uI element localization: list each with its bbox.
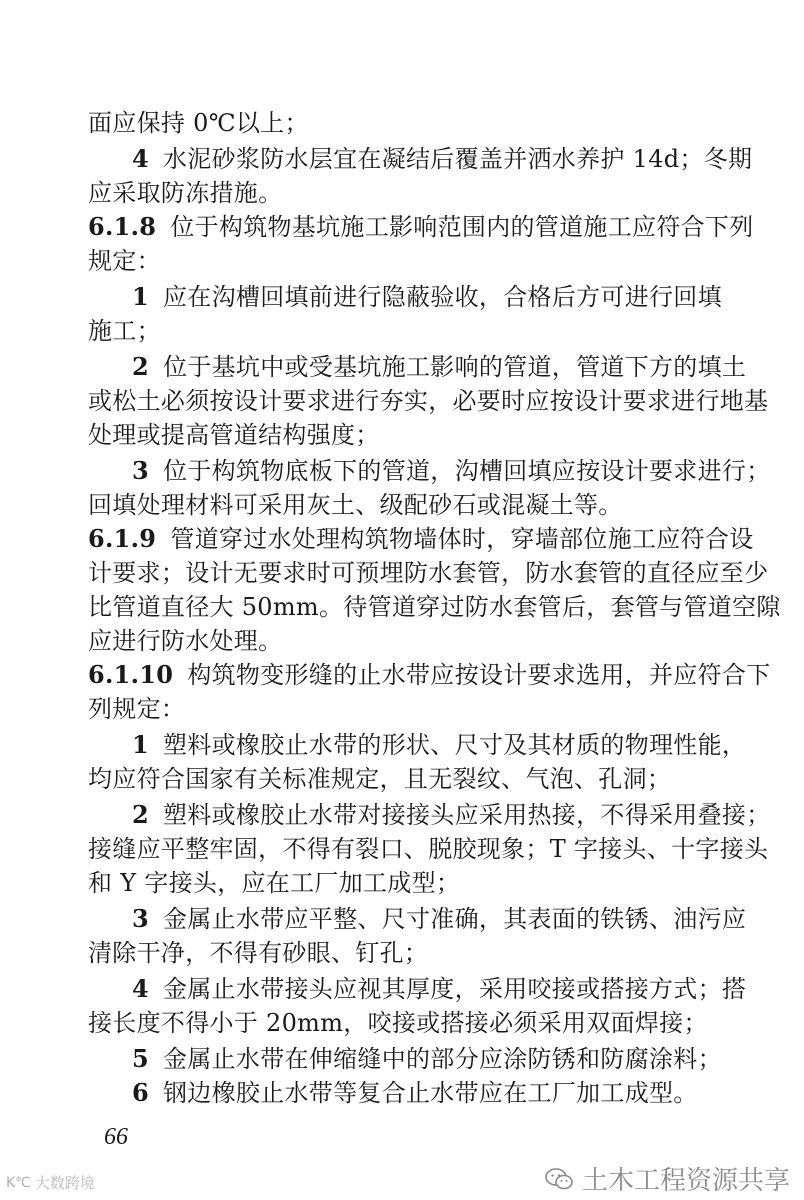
clause-number: 6.1.8 (88, 212, 157, 241)
line-text: 清除干净，不得有砂眼、钉孔； (88, 939, 429, 967)
item-number: 2 (132, 800, 149, 829)
text-line (88, 626, 282, 656)
text-line (88, 386, 768, 416)
list-item (132, 800, 771, 830)
line-text: 位于构筑物底板下的管道，沟槽回填应按设计要求进行； (163, 457, 771, 485)
list-item (132, 730, 746, 760)
text-line (88, 178, 282, 208)
line-text: 处理或提高管道结构强度； (88, 421, 380, 449)
list-item (132, 1044, 722, 1074)
list-item (132, 144, 752, 174)
line-text: 塑料或橡胶止水带对接接头应采用热接，不得采用叠接； (163, 801, 771, 829)
page-number: 66 (104, 1124, 128, 1150)
watermark-left-text: 大数跨境 (34, 1174, 95, 1192)
line-text: 和 Y 字接头，应在工厂加工成型； (88, 869, 461, 897)
item-number: 1 (132, 730, 149, 759)
line-text: 水泥砂浆防水层宜在凝结后覆盖并洒水养护 14d；冬期 (163, 145, 753, 173)
kc-logo-icon: K℃ (6, 1174, 31, 1191)
line-text: 应进行防水处理。 (88, 627, 283, 655)
line-text: 接缝应平整牢固，不得有裂口、脱胶现象；T 字接头、十字接头 (88, 835, 769, 863)
line-text: 钢边橡胶止水带等复合止水带应在工厂加工成型。 (163, 1079, 698, 1107)
watermark-right (544, 1160, 790, 1197)
line-text: 比管道直径大 50mm。待管道穿过防水套管后，套管与管道空隙 (88, 593, 781, 621)
line-text: 应采取防冻措施。 (88, 179, 283, 207)
list-item (132, 352, 746, 382)
list-item (132, 456, 771, 486)
line-text: 位于构筑物基坑施工影响范围内的管道施工应符合下列 (170, 213, 754, 241)
clause-heading (88, 212, 754, 242)
text-line (88, 694, 185, 724)
line-text: 应在沟槽回填前进行隐蔽验收，合格后方可进行回填 (163, 283, 722, 311)
item-number: 6 (132, 1078, 149, 1107)
watermark-right-text: 土木工程资源共享 (581, 1166, 790, 1196)
line-text: 管道穿过水处理构筑物墙体时，穿墙部位施工应符合设 (170, 525, 754, 553)
clause-heading (88, 524, 754, 554)
clause-heading (88, 660, 771, 690)
text-line (88, 592, 781, 622)
text-line (88, 868, 460, 898)
text-line (88, 246, 161, 276)
text-line (88, 490, 623, 520)
list-item (132, 904, 746, 934)
line-text: 金属止水带应平整、尺寸准确，其表面的铁锈、油污应 (163, 905, 747, 933)
line-text: 列规定： (88, 695, 186, 723)
line-text: 规定： (88, 247, 161, 275)
line-text: 面应保持 0℃以上； (88, 109, 309, 137)
line-text: 或松土必须按设计要求进行夯实，必要时应按设计要求进行地基 (88, 387, 769, 415)
item-number: 3 (132, 904, 149, 933)
text-line (88, 1008, 708, 1038)
text-line (88, 316, 161, 346)
line-text: 接长度不得小于 20mm，咬接或搭接必须采用双面焊接； (88, 1009, 708, 1037)
item-number: 5 (132, 1044, 149, 1073)
text-line (88, 834, 768, 864)
text-line (88, 764, 671, 794)
clause-number: 6.1.9 (88, 524, 157, 553)
item-number: 3 (132, 456, 149, 485)
text-line (88, 420, 380, 450)
wechat-icon (544, 1167, 574, 1191)
clause-number: 6.1.10 (88, 660, 174, 689)
line-text: 塑料或橡胶止水带的形状、尺寸及其材质的物理性能， (163, 731, 747, 759)
list-item (132, 974, 746, 1004)
line-text: 位于基坑中或受基坑施工影响的管道，管道下方的填土 (163, 353, 747, 381)
line-text: 构筑物变形缝的止水带应按设计要求选用，并应符合下 (187, 661, 771, 689)
text-line (88, 108, 309, 138)
line-text: 金属止水带接头应视其厚度，采用咬接或搭接方式；搭 (163, 975, 747, 1003)
text-line (88, 558, 768, 588)
line-text: 均应符合国家有关标准规定，且无裂纹、气泡、孔洞； (88, 765, 672, 793)
watermark-left (6, 1172, 95, 1193)
line-text: 回填处理材料可采用灰土、级配砂石或混凝土等。 (88, 491, 623, 519)
text-line (88, 938, 428, 968)
line-text: 计要求；设计无要求时可预埋防水套管，防水套管的直径应至少 (88, 559, 769, 587)
item-number: 1 (132, 282, 149, 311)
item-number: 2 (132, 352, 149, 381)
line-text: 金属止水带在伸缩缝中的部分应涂防锈和防腐涂料； (163, 1045, 722, 1073)
item-number: 4 (132, 974, 149, 1003)
line-text: 施工； (88, 317, 161, 345)
item-number: 4 (132, 144, 149, 173)
list-item (132, 1078, 698, 1108)
list-item (132, 282, 722, 312)
